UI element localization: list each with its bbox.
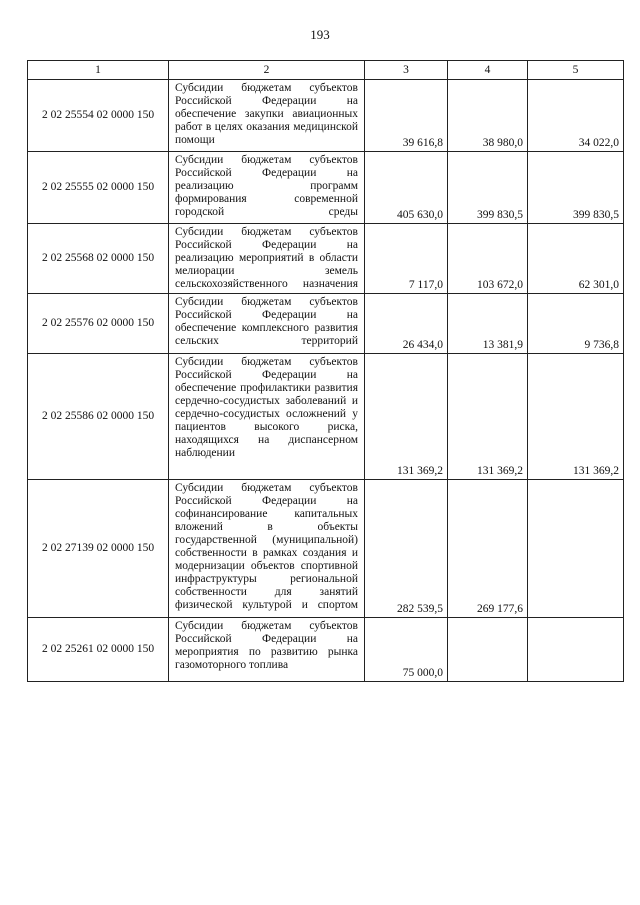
revenue-description: Субсидии бюджетам субъектов Российской Федерации на софинансирование капитальных вложений в объекты государственной (муниципальной) собственности в рамках создания и модернизации объектов спортивной инфраструктуры региональной собственности для занятий физической культурой и спортом	[169, 480, 365, 618]
value-col4: 131 369,2	[448, 354, 528, 480]
revenue-code: 2 02 25554 02 0000 150	[28, 80, 169, 152]
revenue-description: Субсидии бюджетам субъектов Российской Федерации на обеспечение комплексного развития сельских территорий	[169, 294, 365, 354]
table-row	[28, 618, 624, 682]
table-row	[28, 480, 624, 618]
table-row	[28, 224, 624, 294]
value-col5: 131 369,2	[528, 354, 624, 480]
column-header-3: 3	[365, 61, 448, 80]
value-col4: 269 177,6	[448, 480, 528, 618]
revenue-code: 2 02 25586 02 0000 150	[28, 354, 169, 480]
table-row	[28, 354, 624, 480]
revenue-code: 2 02 25261 02 0000 150	[28, 618, 169, 682]
value-col4	[448, 618, 528, 682]
table-row	[28, 152, 624, 224]
page-number: 193	[310, 27, 330, 42]
revenue-description: Субсидии бюджетам субъектов Российской Федерации на обеспечение профилактики развития сердечно-сосудистых заболеваний и сердечно-сосудистых осложнений у пациентов высокого риска, находящихся на диспансерном наблюдении	[169, 354, 365, 480]
value-col5: 62 301,0	[528, 224, 624, 294]
value-col5	[528, 618, 624, 682]
table-row	[28, 294, 624, 354]
value-col3: 26 434,0	[365, 294, 448, 354]
column-header-2: 2	[169, 61, 365, 80]
value-col3: 282 539,5	[365, 480, 448, 618]
revenue-description: Субсидии бюджетам субъектов Российской Федерации на мероприятия по развитию рынка газомоторного топлива	[169, 618, 365, 682]
value-col5	[528, 480, 624, 618]
value-col4: 13 381,9	[448, 294, 528, 354]
revenue-code: 2 02 25568 02 0000 150	[28, 224, 169, 294]
header-row	[28, 61, 624, 80]
revenue-description: Субсидии бюджетам субъектов Российской Федерации на реализацию мероприятий в области мелиорации земель сельскохозяйственного назначения	[169, 224, 365, 294]
table-row	[28, 80, 624, 152]
value-col3: 7 117,0	[365, 224, 448, 294]
revenue-description: Субсидии бюджетам субъектов Российской Федерации на реализацию программ формирования современной городской среды	[169, 152, 365, 224]
value-col4: 103 672,0	[448, 224, 528, 294]
revenue-code: 2 02 25555 02 0000 150	[28, 152, 169, 224]
value-col3: 39 616,8	[365, 80, 448, 152]
value-col3: 131 369,2	[365, 354, 448, 480]
value-col5: 34 022,0	[528, 80, 624, 152]
revenue-code: 2 02 25576 02 0000 150	[28, 294, 169, 354]
value-col3: 405 630,0	[365, 152, 448, 224]
value-col3: 75 000,0	[365, 618, 448, 682]
value-col5: 9 736,8	[528, 294, 624, 354]
revenue-description: Субсидии бюджетам субъектов Российской Федерации на обеспечение закупки авиационных работ в целях оказания медицинской помощи	[169, 80, 365, 152]
revenue-code: 2 02 27139 02 0000 150	[28, 480, 169, 618]
column-header-4: 4	[448, 61, 528, 80]
budget-table	[27, 60, 624, 682]
value-col5: 399 830,5	[528, 152, 624, 224]
value-col4: 38 980,0	[448, 80, 528, 152]
value-col4: 399 830,5	[448, 152, 528, 224]
column-header-5: 5	[528, 61, 624, 80]
column-header-1: 1	[28, 61, 169, 80]
